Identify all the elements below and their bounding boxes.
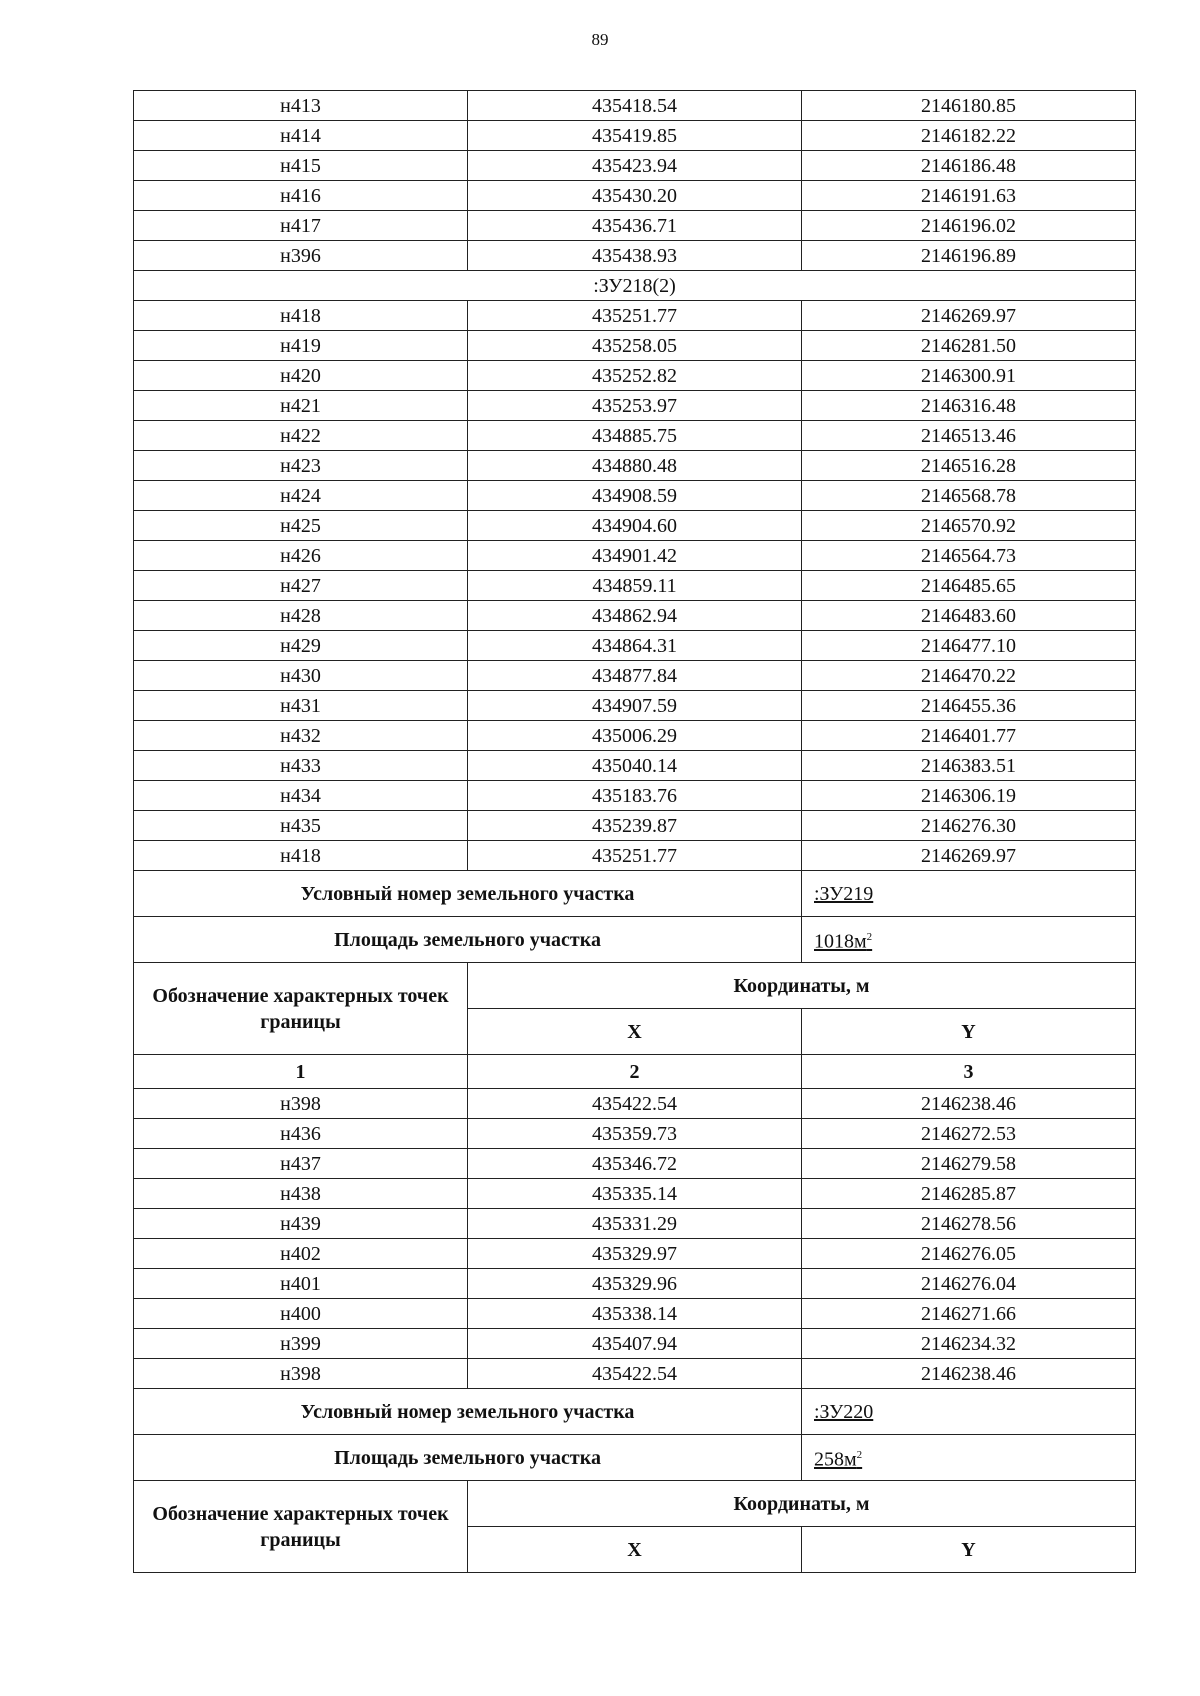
- x-coordinate-cell: 435251.77: [468, 301, 802, 331]
- point-id-cell: н429: [134, 631, 468, 661]
- point-id-cell: н421: [134, 391, 468, 421]
- x-coordinate-cell: 435329.96: [468, 1269, 802, 1299]
- point-id-cell: н438: [134, 1179, 468, 1209]
- x-coordinate-cell: 435438.93: [468, 241, 802, 271]
- plot2-number-row: [134, 1389, 1136, 1435]
- x-coordinate-cell: 435258.05: [468, 331, 802, 361]
- section-row: [134, 271, 1136, 301]
- point-id-cell: н400: [134, 1299, 468, 1329]
- point-id-cell: н422: [134, 421, 468, 451]
- y-header: Y: [802, 1009, 1136, 1055]
- x-coordinate-cell: 435338.14: [468, 1299, 802, 1329]
- coordinate-row: [134, 1209, 1136, 1239]
- point-id-cell: н424: [134, 481, 468, 511]
- point-id-cell: н428: [134, 601, 468, 631]
- coordinate-row: [134, 391, 1136, 421]
- coordinate-row: [134, 91, 1136, 121]
- section-label: :ЗУ218(2): [134, 271, 1136, 301]
- point-id-cell: н418: [134, 301, 468, 331]
- plot1-header-row-1: [134, 963, 1136, 1009]
- coordinate-row: [134, 331, 1136, 361]
- y-coordinate-cell: 2146182.22: [802, 121, 1136, 151]
- y-coordinate-cell: 2146272.53: [802, 1119, 1136, 1149]
- coordinate-row: [134, 451, 1136, 481]
- point-id-cell: н437: [134, 1149, 468, 1179]
- coords-header: Координаты, м: [468, 1481, 1136, 1527]
- x-coordinate-cell: 435419.85: [468, 121, 802, 151]
- column-number-1: 1: [134, 1055, 468, 1089]
- coordinate-row: [134, 811, 1136, 841]
- y-coordinate-cell: 2146455.36: [802, 691, 1136, 721]
- point-id-cell: н431: [134, 691, 468, 721]
- plot2-area-row: [134, 1435, 1136, 1481]
- coordinate-row: [134, 511, 1136, 541]
- coordinate-row: [134, 751, 1136, 781]
- x-coordinate-cell: 434877.84: [468, 661, 802, 691]
- x-coordinate-cell: 435239.87: [468, 811, 802, 841]
- coordinate-row: [134, 1359, 1136, 1389]
- x-coordinate-cell: 434859.11: [468, 571, 802, 601]
- y-coordinate-cell: 2146238.46: [802, 1089, 1136, 1119]
- plot-area-number: 1018м: [814, 930, 867, 953]
- point-id-cell: н439: [134, 1209, 468, 1239]
- y-coordinate-cell: 2146271.66: [802, 1299, 1136, 1329]
- y-coordinate-cell: 2146383.51: [802, 751, 1136, 781]
- point-id-cell: н415: [134, 151, 468, 181]
- point-id-cell: н398: [134, 1359, 468, 1389]
- column-number-3: 3: [802, 1055, 1136, 1089]
- point-id-cell: н396: [134, 241, 468, 271]
- plot1-number-row: [134, 871, 1136, 917]
- x-coordinate-cell: 435251.77: [468, 841, 802, 871]
- coordinate-row: [134, 661, 1136, 691]
- x-coordinate-cell: 435422.54: [468, 1359, 802, 1389]
- y-coordinate-cell: 2146300.91: [802, 361, 1136, 391]
- point-id-cell: н401: [134, 1269, 468, 1299]
- coordinate-row: [134, 631, 1136, 661]
- x-coordinate-cell: 435329.97: [468, 1239, 802, 1269]
- y-coordinate-cell: 2146285.87: [802, 1179, 1136, 1209]
- point-id-cell: н420: [134, 361, 468, 391]
- y-coordinate-cell: 2146276.30: [802, 811, 1136, 841]
- coordinate-row: [134, 121, 1136, 151]
- block1-rows: [134, 91, 1136, 271]
- x-header: X: [468, 1527, 802, 1573]
- plot-area-value: [802, 1435, 1136, 1481]
- y-coordinate-cell: 2146276.04: [802, 1269, 1136, 1299]
- y-coordinate-cell: 2146568.78: [802, 481, 1136, 511]
- x-coordinate-cell: 435407.94: [468, 1329, 802, 1359]
- y-coordinate-cell: 2146234.32: [802, 1329, 1136, 1359]
- x-coordinate-cell: 435253.97: [468, 391, 802, 421]
- point-id-cell: н426: [134, 541, 468, 571]
- x-coordinate-cell: 435430.20: [468, 181, 802, 211]
- plot-area-sup: 2: [866, 931, 873, 944]
- point-id-cell: н423: [134, 451, 468, 481]
- coordinate-row: [134, 691, 1136, 721]
- coordinate-row: [134, 1149, 1136, 1179]
- point-id-cell: н413: [134, 91, 468, 121]
- coordinate-row: [134, 301, 1136, 331]
- coordinate-row: [134, 151, 1136, 181]
- point-id-cell: н402: [134, 1239, 468, 1269]
- y-coordinate-cell: 2146485.65: [802, 571, 1136, 601]
- coordinate-row: [134, 241, 1136, 271]
- x-coordinate-cell: 434862.94: [468, 601, 802, 631]
- x-coordinate-cell: 435252.82: [468, 361, 802, 391]
- plot-area-number: 258м: [814, 1448, 857, 1471]
- point-id-cell: н435: [134, 811, 468, 841]
- coordinate-row: [134, 571, 1136, 601]
- coordinate-row: [134, 1089, 1136, 1119]
- point-id-cell: н436: [134, 1119, 468, 1149]
- coordinate-row: [134, 601, 1136, 631]
- y-coordinate-cell: 2146564.73: [802, 541, 1136, 571]
- x-coordinate-cell: 435331.29: [468, 1209, 802, 1239]
- plot-number-value: :ЗУ220: [802, 1389, 1136, 1435]
- y-coordinate-cell: 2146470.22: [802, 661, 1136, 691]
- x-coordinate-cell: 435040.14: [468, 751, 802, 781]
- coordinate-row: [134, 781, 1136, 811]
- y-coordinate-cell: 2146281.50: [802, 331, 1136, 361]
- x-coordinate-cell: 434901.42: [468, 541, 802, 571]
- x-coordinate-cell: 435006.29: [468, 721, 802, 751]
- coordinate-row: [134, 1329, 1136, 1359]
- points-header: Обозначение характерных точек границы: [134, 963, 468, 1055]
- coordinate-row: [134, 481, 1136, 511]
- y-coordinate-cell: 2146401.77: [802, 721, 1136, 751]
- plot-area-sup: 2: [856, 1449, 863, 1462]
- coordinates-table: [133, 90, 1136, 1573]
- plot1-area-row: [134, 917, 1136, 963]
- coordinate-row: [134, 181, 1136, 211]
- point-id-cell: н433: [134, 751, 468, 781]
- plot1-column-numbers: [134, 1055, 1136, 1089]
- y-coordinate-cell: 2146269.97: [802, 841, 1136, 871]
- y-coordinate-cell: 2146191.63: [802, 181, 1136, 211]
- plot-area-label: Площадь земельного участка: [134, 917, 802, 963]
- coordinate-row: [134, 541, 1136, 571]
- y-coordinate-cell: 2146278.56: [802, 1209, 1136, 1239]
- x-coordinate-cell: 434908.59: [468, 481, 802, 511]
- x-coordinate-cell: 435423.94: [468, 151, 802, 181]
- x-header: X: [468, 1009, 802, 1055]
- point-id-cell: н414: [134, 121, 468, 151]
- point-id-cell: н418: [134, 841, 468, 871]
- x-coordinate-cell: 435183.76: [468, 781, 802, 811]
- x-coordinate-cell: 435335.14: [468, 1179, 802, 1209]
- block3-rows: [134, 1089, 1136, 1389]
- y-coordinate-cell: 2146276.05: [802, 1239, 1136, 1269]
- plot-number-value: :ЗУ219: [802, 871, 1136, 917]
- y-coordinate-cell: 2146477.10: [802, 631, 1136, 661]
- point-id-cell: н419: [134, 331, 468, 361]
- y-coordinate-cell: 2146483.60: [802, 601, 1136, 631]
- x-coordinate-cell: 435359.73: [468, 1119, 802, 1149]
- plot-area-label: Площадь земельного участка: [134, 1435, 802, 1481]
- point-id-cell: н416: [134, 181, 468, 211]
- x-coordinate-cell: 435346.72: [468, 1149, 802, 1179]
- y-coordinate-cell: 2146196.89: [802, 241, 1136, 271]
- x-coordinate-cell: 435418.54: [468, 91, 802, 121]
- coordinate-row: [134, 1299, 1136, 1329]
- x-coordinate-cell: 435422.54: [468, 1089, 802, 1119]
- coordinate-row: [134, 1119, 1136, 1149]
- page-number: 89: [591, 30, 609, 49]
- point-id-cell: н417: [134, 211, 468, 241]
- point-id-cell: н399: [134, 1329, 468, 1359]
- y-coordinate-cell: 2146279.58: [802, 1149, 1136, 1179]
- x-coordinate-cell: 434907.59: [468, 691, 802, 721]
- y-coordinate-cell: 2146306.19: [802, 781, 1136, 811]
- x-coordinate-cell: 434864.31: [468, 631, 802, 661]
- coordinate-row: [134, 841, 1136, 871]
- coordinate-row: [134, 1179, 1136, 1209]
- points-header: Обозначение характерных точек границы: [134, 1481, 468, 1573]
- x-coordinate-cell: 434880.48: [468, 451, 802, 481]
- y-coordinate-cell: 2146516.28: [802, 451, 1136, 481]
- point-id-cell: н434: [134, 781, 468, 811]
- block2-rows: [134, 301, 1136, 871]
- x-coordinate-cell: 434904.60: [468, 511, 802, 541]
- x-coordinate-cell: 435436.71: [468, 211, 802, 241]
- plot-area-value: [802, 917, 1136, 963]
- point-id-cell: н430: [134, 661, 468, 691]
- y-coordinate-cell: 2146316.48: [802, 391, 1136, 421]
- y-coordinate-cell: 2146180.85: [802, 91, 1136, 121]
- coordinate-row: [134, 421, 1136, 451]
- y-coordinate-cell: 2146186.48: [802, 151, 1136, 181]
- plot-number-label: Условный номер земельного участка: [134, 871, 802, 917]
- column-number-2: 2: [468, 1055, 802, 1089]
- point-id-cell: н427: [134, 571, 468, 601]
- y-header: Y: [802, 1527, 1136, 1573]
- y-coordinate-cell: 2146269.97: [802, 301, 1136, 331]
- coordinate-row: [134, 361, 1136, 391]
- y-coordinate-cell: 2146570.92: [802, 511, 1136, 541]
- point-id-cell: н432: [134, 721, 468, 751]
- coordinate-row: [134, 721, 1136, 751]
- x-coordinate-cell: 434885.75: [468, 421, 802, 451]
- coordinate-row: [134, 1269, 1136, 1299]
- point-id-cell: н398: [134, 1089, 468, 1119]
- y-coordinate-cell: 2146238.46: [802, 1359, 1136, 1389]
- coordinate-row: [134, 1239, 1136, 1269]
- point-id-cell: н425: [134, 511, 468, 541]
- y-coordinate-cell: 2146513.46: [802, 421, 1136, 451]
- plot-number-label: Условный номер земельного участка: [134, 1389, 802, 1435]
- coordinate-row: [134, 211, 1136, 241]
- y-coordinate-cell: 2146196.02: [802, 211, 1136, 241]
- plot2-header-row-1: [134, 1481, 1136, 1527]
- coords-header: Координаты, м: [468, 963, 1136, 1009]
